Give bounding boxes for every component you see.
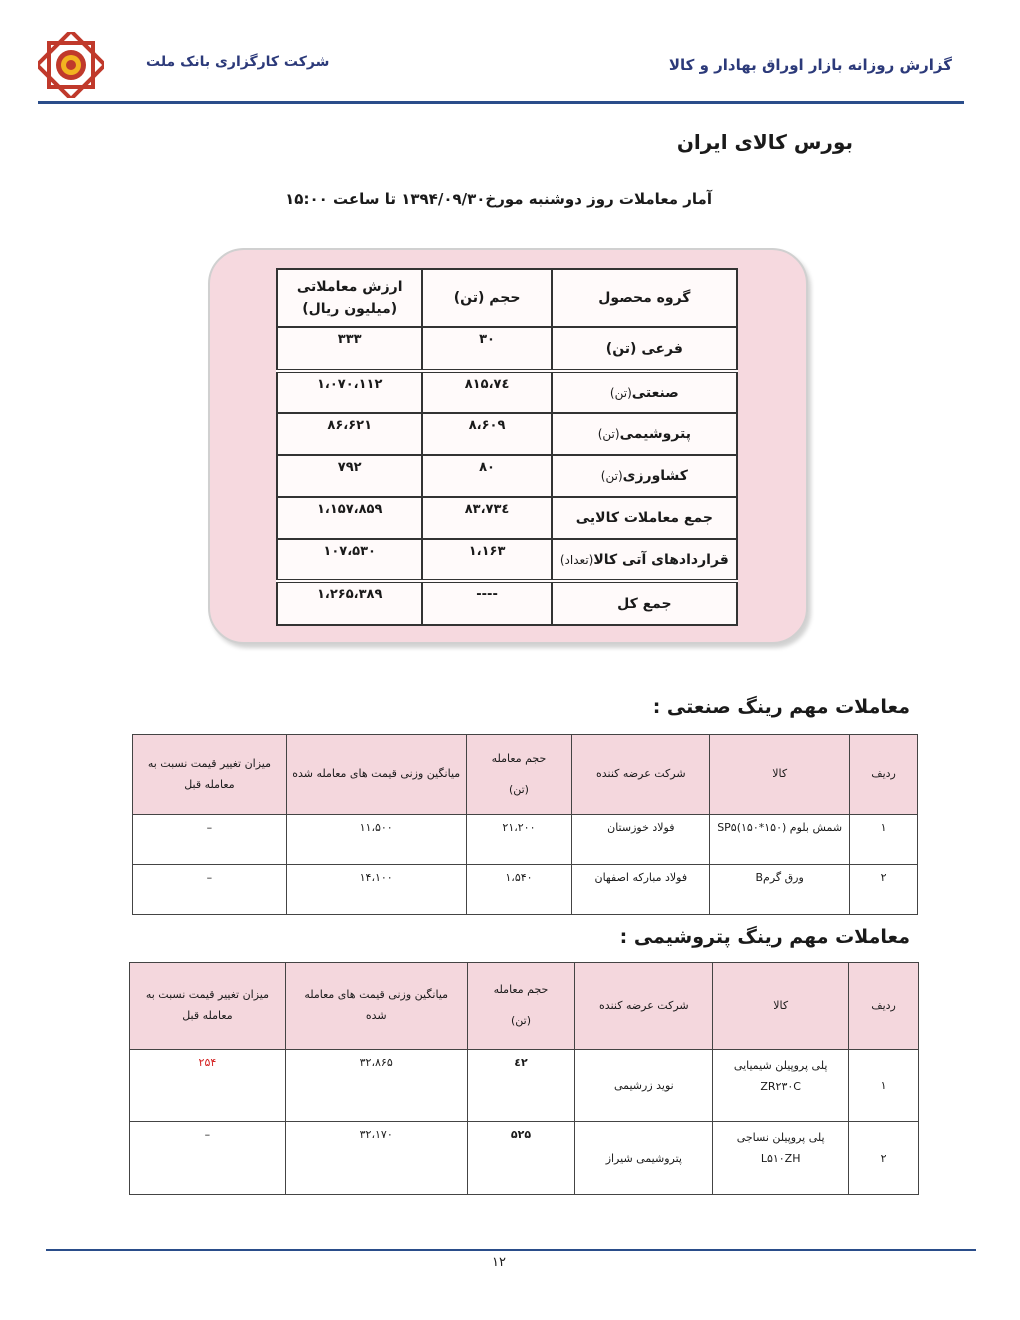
header-divider (38, 101, 964, 104)
row-volume: ۷٤،۸۱۵ (422, 371, 551, 413)
header-volume: حجم معامله (تن) (466, 735, 572, 815)
row-volume: ۱،۱۶۳ (422, 539, 551, 581)
page-number: ۱۲ (492, 1255, 506, 1270)
footer-divider (46, 1249, 976, 1251)
stats-title: آمار معاملات روز دوشنبه مورخ۱۳۹۴/۰۹/۳۰ تا ساعت ۱۵:۰۰ (285, 190, 712, 208)
table-row (133, 815, 918, 864)
avg-price: ۱۴،۱۰۰ (286, 864, 466, 914)
supplier: پتروشیمی شیراز (575, 1122, 713, 1195)
row-label: جمع کل (552, 581, 737, 625)
broker-name: شرکت کارگزاری بانک ملت (146, 54, 330, 70)
header-avg-price: میانگین وزنی قیمت های معامله شده (286, 735, 466, 815)
header-price-change: میزان تغییر قیمت نسبت به معامله قبل (133, 735, 287, 815)
row-volume: ۸،۶۰۹ (422, 413, 551, 455)
row-number: ۲ (850, 864, 918, 914)
price-change: – (133, 815, 287, 864)
price-change: ۲۵۴ (130, 1050, 286, 1122)
volume: ٤۲ (467, 1050, 575, 1122)
row-volume: ۸۳،۷۳٤ (422, 497, 551, 539)
commodity: ورق گرمB (710, 864, 850, 914)
row-label: کشاورزی(تن) (552, 455, 737, 497)
row-volume: ---- (422, 581, 551, 625)
commodity: پلی پروپیلن نساجی L۵۱۰ZH (713, 1122, 849, 1195)
row-label: جمع معاملات کالایی (552, 497, 737, 539)
row-number: ۲ (849, 1122, 919, 1195)
summary-row (277, 539, 737, 581)
avg-price: ۱۱،۵۰۰ (286, 815, 466, 864)
price-change: – (133, 864, 287, 914)
petro-header-row (130, 963, 919, 1050)
summary-row (277, 455, 737, 497)
petro-ring-table (129, 962, 919, 1195)
volume: ۵۲۵ (467, 1122, 575, 1195)
row-value: ۱،۱۵۷،۸۵۹ (277, 497, 422, 539)
row-label: قراردادهای آتی کالا(تعداد) (552, 539, 737, 581)
industrial-ring-table (132, 734, 918, 915)
header-supplier: شرکت عرضه کننده (572, 735, 710, 815)
table-row (133, 864, 918, 914)
row-value: ۱،۰۷۰،۱۱۲ (277, 371, 422, 413)
commodity: پلی پروپیلن شیمیایی ZR۲۳۰C (713, 1050, 849, 1122)
header-volume: حجم معامله (تن) (467, 963, 575, 1050)
industrial-ring-title: معاملات مهم رینگ صنعتی : (652, 696, 910, 718)
row-value: ۳۳۳ (277, 327, 422, 371)
row-volume: ۸۰ (422, 455, 551, 497)
header-avg-price: میانگین وزنی قیمت های معامله شده (285, 963, 467, 1050)
summary-table (276, 268, 738, 626)
summary-row (277, 327, 737, 371)
header-row-no: ردیف (850, 735, 918, 815)
supplier: فولاد مبارکه اصفهان (572, 864, 710, 914)
row-number: ۱ (849, 1050, 919, 1122)
bank-mellat-logo (38, 32, 104, 98)
petro-ring-title: معاملات مهم رینگ پتروشیمی : (619, 926, 910, 948)
row-value: ۸۶،۶۲۱ (277, 413, 422, 455)
supplier: فولاد خوزستان (572, 815, 710, 864)
summary-total-row (277, 581, 737, 625)
price-change: – (130, 1122, 286, 1195)
commodity: شمش بلوم (۱۵۰*۱۵۰)SP۵ (710, 815, 850, 864)
avg-price: ۳۲،۸۶۵ (285, 1050, 467, 1122)
volume: ۲۱،۲۰۰ (466, 815, 572, 864)
section-title: بورس کالای ایران (676, 130, 853, 154)
row-label: پتروشیمی(تن) (552, 413, 737, 455)
row-volume: ۳۰ (422, 327, 551, 371)
row-value: ۱،۲۶۵،۳۸۹ (277, 581, 422, 625)
table-row (130, 1122, 919, 1195)
row-value: ۷۹۲ (277, 455, 422, 497)
summary-row (277, 413, 737, 455)
industrial-header-row (133, 735, 918, 815)
report-title: گزارش روزانه بازار اوراق بهادار و کالا (668, 56, 952, 74)
header-commodity: کالا (710, 735, 850, 815)
header-group: گروه محصول (552, 269, 737, 327)
summary-row (277, 371, 737, 413)
summary-header-row (277, 269, 737, 327)
supplier: نوید زرشیمی (575, 1050, 713, 1122)
header-supplier: شرکت عرضه کننده (575, 963, 713, 1050)
header-value: ارزش معاملاتی (میلیون ریال) (277, 269, 422, 327)
header-row-no: ردیف (849, 963, 919, 1050)
header-price-change: میزان تغییر قیمت نسبت به معامله قبل (130, 963, 286, 1050)
summary-row (277, 497, 737, 539)
row-number: ۱ (850, 815, 918, 864)
row-label: صنعتی(تن) (552, 371, 737, 413)
header-volume: حجم (تن) (422, 269, 551, 327)
row-value: ۱۰۷،۵۳۰ (277, 539, 422, 581)
row-label: فرعی (تن) (552, 327, 737, 371)
table-row (130, 1050, 919, 1122)
avg-price: ۳۲،۱۷۰ (285, 1122, 467, 1195)
volume: ۱،۵۴۰ (466, 864, 572, 914)
header-commodity: کالا (713, 963, 849, 1050)
